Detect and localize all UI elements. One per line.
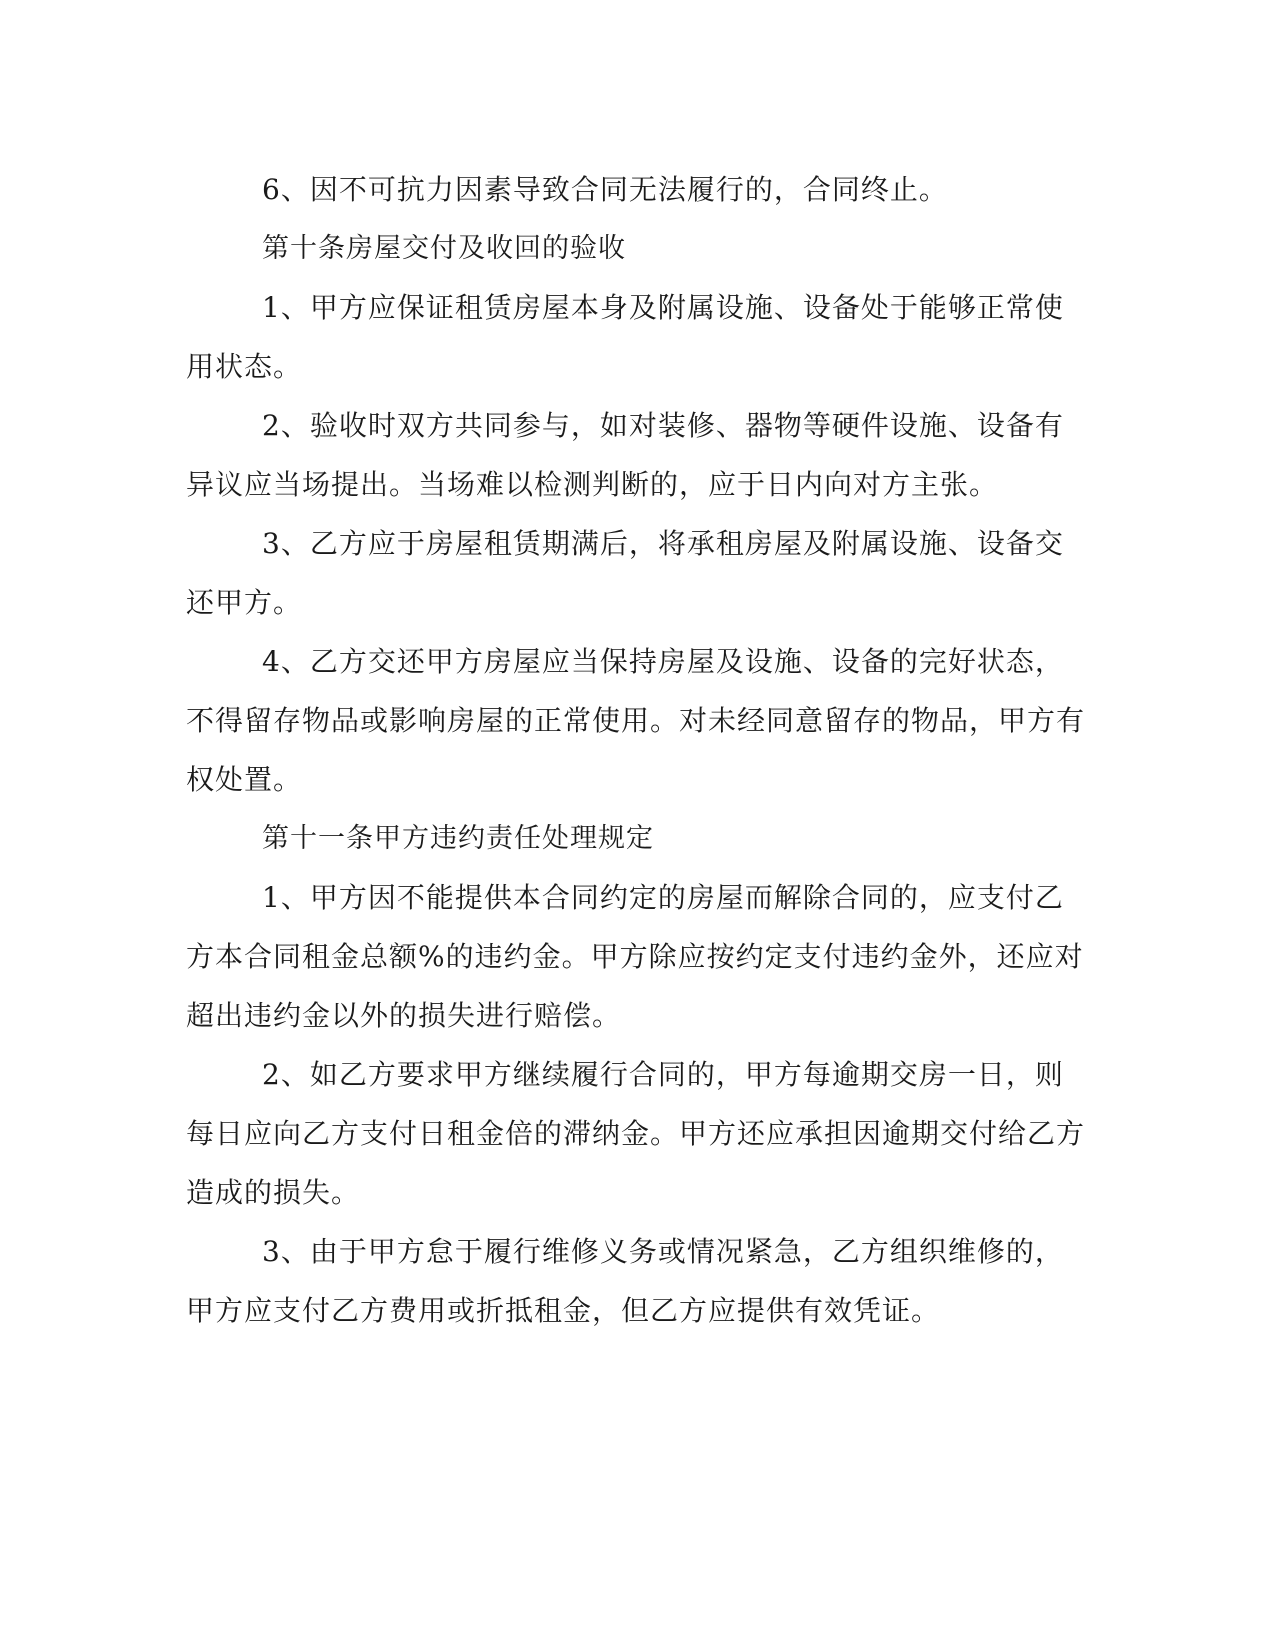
clause-9-item-6: 6、因不可抗力因素导致合同无法履行的，合同终止。 — [262, 173, 948, 206]
article-10-heading: 第十条房屋交付及收回的验收 — [262, 233, 626, 264]
article-10-item-3: 3、乙方应于房屋租赁期满后，将承租房屋及附属设施、设备交还甲方。 — [186, 527, 1064, 619]
article-11-item-3: 3、由于甲方怠于履行维修义务或情况紧急，乙方组织维修的，甲方应支付乙方费用或折抵租金，但乙方应提供有效凭证。 — [186, 1235, 1064, 1327]
article-10-item-1: 1、甲方应保证租赁房屋本身及附属设施、设备处于能够正常使用状态。 — [186, 291, 1064, 383]
article-11-item-2: 2、如乙方要求甲方继续履行合同的，甲方每逾期交房一日，则每日应向乙方支付日租金倍的滞纳金。甲方还应承担因逾期交付给乙方造成的损失。 — [186, 1058, 1086, 1209]
article-10-item-2: 2、验收时双方共同参与，如对装修、器物等硬件设施、设备有异议应当场提出。当场难以检测判断的，应于日内向对方主张。 — [186, 409, 1064, 501]
article-10-item-4: 4、乙方交还甲方房屋应当保持房屋及设施、设备的完好状态，不得留存物品或影响房屋的正常使用。对未经同意留存的物品，甲方有权处置。 — [186, 645, 1086, 796]
article-11-heading: 第十一条甲方违约责任处理规定 — [262, 823, 654, 854]
article-11-item-1: 1、甲方因不能提供本合同约定的房屋而解除合同的，应支付乙方本合同租金总额%的违约金。甲方除应按约定支付违约金外，还应对超出违约金以外的损失进行赔偿。 — [186, 881, 1084, 1032]
document-body — [186, 160, 1086, 1340]
